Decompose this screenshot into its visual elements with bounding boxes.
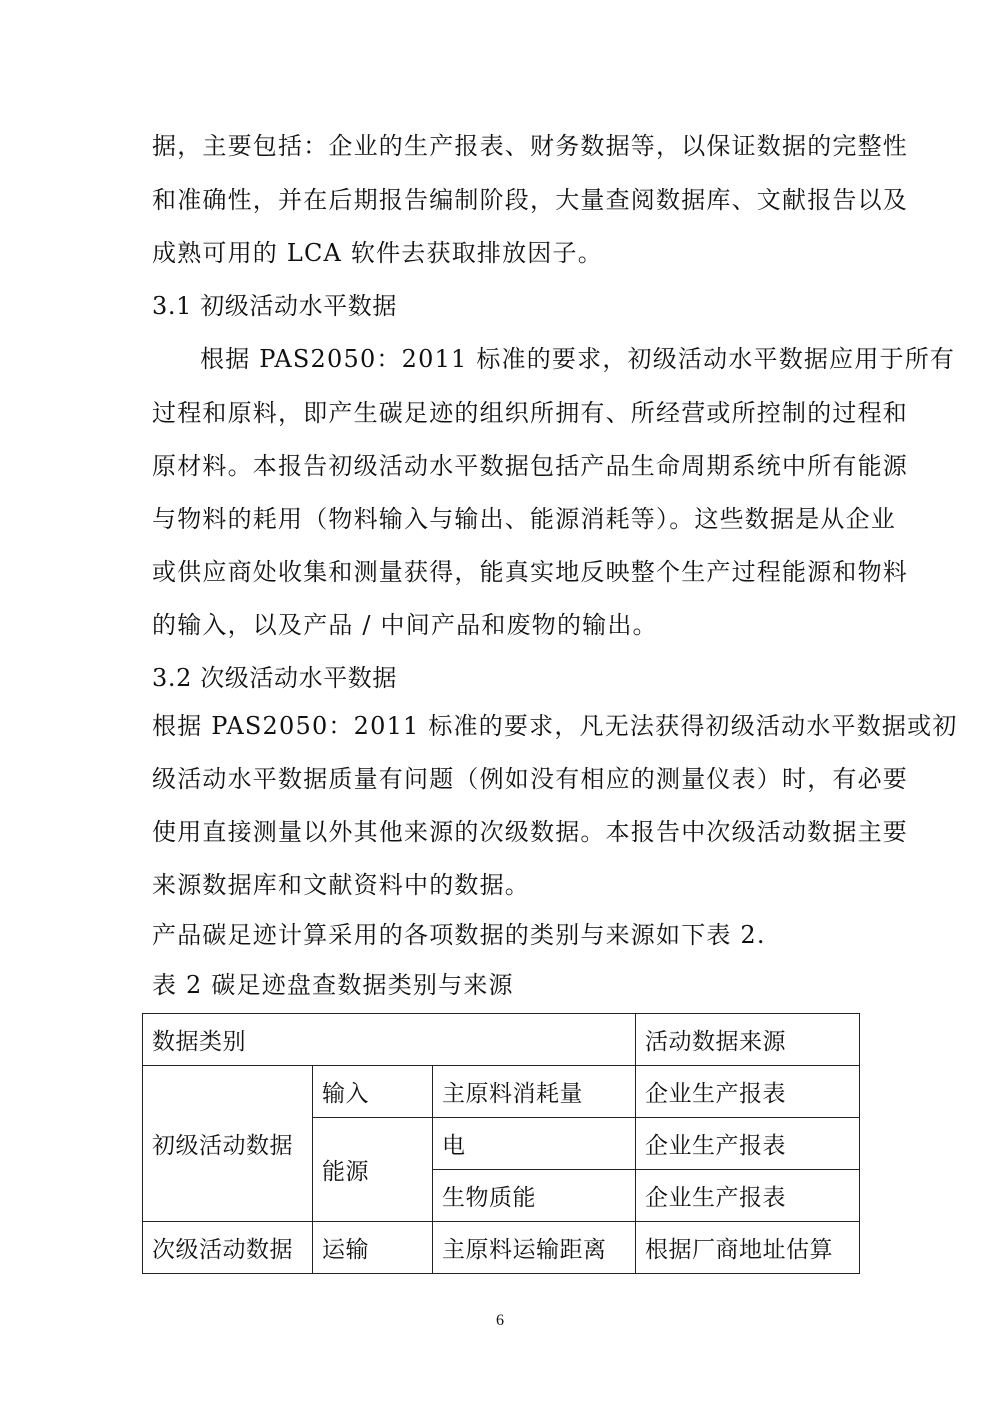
header-activity-source: 活动数据来源 [636, 1014, 860, 1066]
section-3-2-line-4: 来源数据库和文献资料中的数据。 [152, 871, 530, 899]
section-3-2-line-1: 根据 PAS2050：2011 标准的要求，凡无法获得初级活动水平数据或初 [152, 712, 958, 740]
section-3-1-heading: 3.1 初级活动水平数据 [152, 292, 397, 320]
table-caption: 表 2 碳足迹盘查数据类别与来源 [152, 971, 514, 999]
source-cell: 企业生产报表 [636, 1170, 860, 1222]
transport-cell: 运输 [313, 1222, 433, 1274]
secondary-activity-data-cell: 次级活动数据 [143, 1222, 313, 1274]
intro-line-1: 据，主要包括：企业的生产报表、财务数据等，以保证数据的完整性 [152, 132, 908, 160]
source-cell: 根据厂商地址估算 [636, 1222, 860, 1274]
section-3-1-line-6: 的输入，以及产品 / 中间产品和废物的输出。 [152, 611, 658, 639]
electricity-cell: 电 [433, 1118, 636, 1170]
table-row [143, 1066, 860, 1118]
transport-distance-cell: 主原料运输距离 [433, 1222, 636, 1274]
header-data-category: 数据类别 [143, 1014, 636, 1066]
primary-activity-data-cell: 初级活动数据 [143, 1066, 313, 1222]
section-3-2-line-2: 级活动水平数据质量有问题（例如没有相应的测量仪表）时，有必要 [152, 765, 908, 793]
biomass-cell: 生物质能 [433, 1170, 636, 1222]
section-3-1-line-4: 与物料的耗用（物料输入与输出、能源消耗等）。这些数据是从企业 [152, 505, 896, 533]
table-intro: 产品碳足迹计算采用的各项数据的类别与来源如下表 2. [152, 921, 766, 949]
main-material-consumption-cell: 主原料消耗量 [433, 1066, 636, 1118]
section-3-2-line-3: 使用直接测量以外其他来源的次级数据。本报告中次级活动数据主要 [152, 818, 908, 846]
section-3-1-line-5: 或供应商处收集和测量获得，能真实地反映整个生产过程能源和物料 [152, 558, 908, 586]
section-3-2-heading: 3.2 次级活动水平数据 [152, 664, 397, 692]
energy-cell: 能源 [313, 1118, 433, 1222]
data-category-table [142, 1013, 860, 1274]
source-cell: 企业生产报表 [636, 1066, 860, 1118]
section-3-1-line-1: 根据 PAS2050：2011 标准的要求，初级活动水平数据应用于所有 [200, 345, 956, 373]
table-row [143, 1222, 860, 1274]
page-number: 6 [496, 1312, 504, 1329]
intro-line-2: 和准确性，并在后期报告编制阶段，大量查阅数据库、文献报告以及 [152, 186, 908, 214]
section-3-1-line-3: 原材料。本报告初级活动水平数据包括产品生命周期系统中所有能源 [152, 452, 908, 480]
intro-line-3: 成熟可用的 LCA 软件去获取排放因子。 [152, 239, 603, 267]
source-cell: 企业生产报表 [636, 1118, 860, 1170]
section-3-1-line-2: 过程和原料，即产生碳足迹的组织所拥有、所经营或所控制的过程和 [152, 399, 908, 427]
input-cell: 输入 [313, 1066, 433, 1118]
table-header-row [143, 1014, 860, 1066]
